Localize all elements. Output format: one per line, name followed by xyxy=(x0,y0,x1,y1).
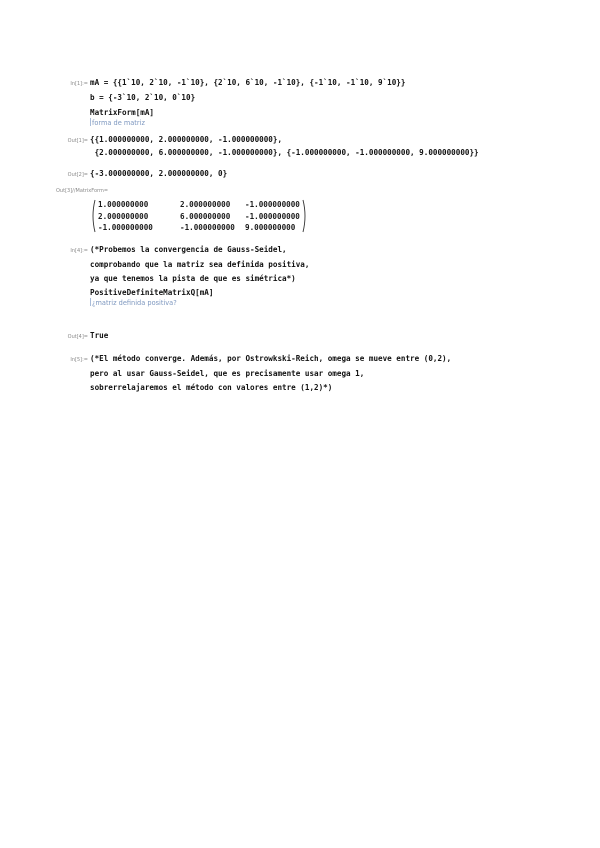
matrix-cell: -1.000000000 xyxy=(98,223,153,232)
matrix-cell: 6.000000000 xyxy=(180,211,231,221)
matrix-cell: 9.000000000 xyxy=(245,223,296,232)
hint-text: forma de matriz xyxy=(92,119,145,127)
comment-line[interactable]: (*Probemos la convergencia de Gauss-Seidel, xyxy=(90,245,287,254)
comment-line[interactable]: pero al usar Gauss-Seidel, que es precisamente usar omega 1, xyxy=(90,369,365,378)
matrix-cell: 2.000000000 xyxy=(98,211,149,221)
output-vector: {-3.000000000, 2.000000000, 0} xyxy=(90,169,228,178)
input-code-line[interactable]: MatrixForm[mA] xyxy=(90,108,155,117)
input-label-4: In[4]:= xyxy=(70,248,88,254)
output-label-4: Out[4]= xyxy=(67,334,88,340)
input-code-line[interactable]: mA = {{1`10, 2`10, -1`10}, {2`10, 6`10, -1`10}, {-1`10, -1`10, 9`10}} xyxy=(90,78,406,87)
matrix-cell: -1.000000000 xyxy=(245,211,300,221)
function-hint[interactable] xyxy=(90,298,177,308)
comment-line[interactable]: sobrerrelajaremos el método con valores entre (1,2)*) xyxy=(90,383,333,392)
matrix-cell: -1.000000000 xyxy=(180,223,235,232)
input-code-line[interactable]: PositiveDefiniteMatrixQ[mA] xyxy=(90,288,214,297)
output-label-1: Out[1]= xyxy=(67,138,88,144)
output-line: {2.000000000, 6.000000000, -1.000000000}, {-1.000000000, -1.000000000, 9.000000000}} xyxy=(90,148,479,157)
hint-bar-icon xyxy=(90,118,91,126)
function-hint[interactable] xyxy=(90,118,145,128)
output-line: {{1.000000000, 2.000000000, -1.000000000}, xyxy=(90,135,283,144)
comment-line[interactable]: (*El método converge. Además, por Ostrowkski-Reich, omega se mueve entre (0,2), xyxy=(90,354,452,363)
input-code-line[interactable]: b = {-3`10, 2`10, 0`10} xyxy=(90,93,196,102)
comment-line[interactable]: ya que tenemos la pista de que es simétrica*) xyxy=(90,274,296,283)
output-boolean: True xyxy=(90,331,109,340)
hint-bar-icon xyxy=(90,298,91,306)
hint-text: ¿matriz definida positiva? xyxy=(92,299,177,307)
comment-line[interactable]: comprobando que la matriz sea definida positiva, xyxy=(90,260,310,269)
matrix-cell: -1.000000000 xyxy=(245,200,300,209)
matrix-cell: 1.000000000 xyxy=(98,200,149,209)
matrix-cell: 2.000000000 xyxy=(180,200,231,209)
input-label-1: In[1]:= xyxy=(70,81,88,87)
output-label-3: Out[3]//MatrixForm= xyxy=(56,188,109,194)
input-label-5: In[5]:= xyxy=(70,357,88,363)
output-label-2: Out[2]= xyxy=(67,172,88,178)
matrix-form xyxy=(90,199,308,233)
